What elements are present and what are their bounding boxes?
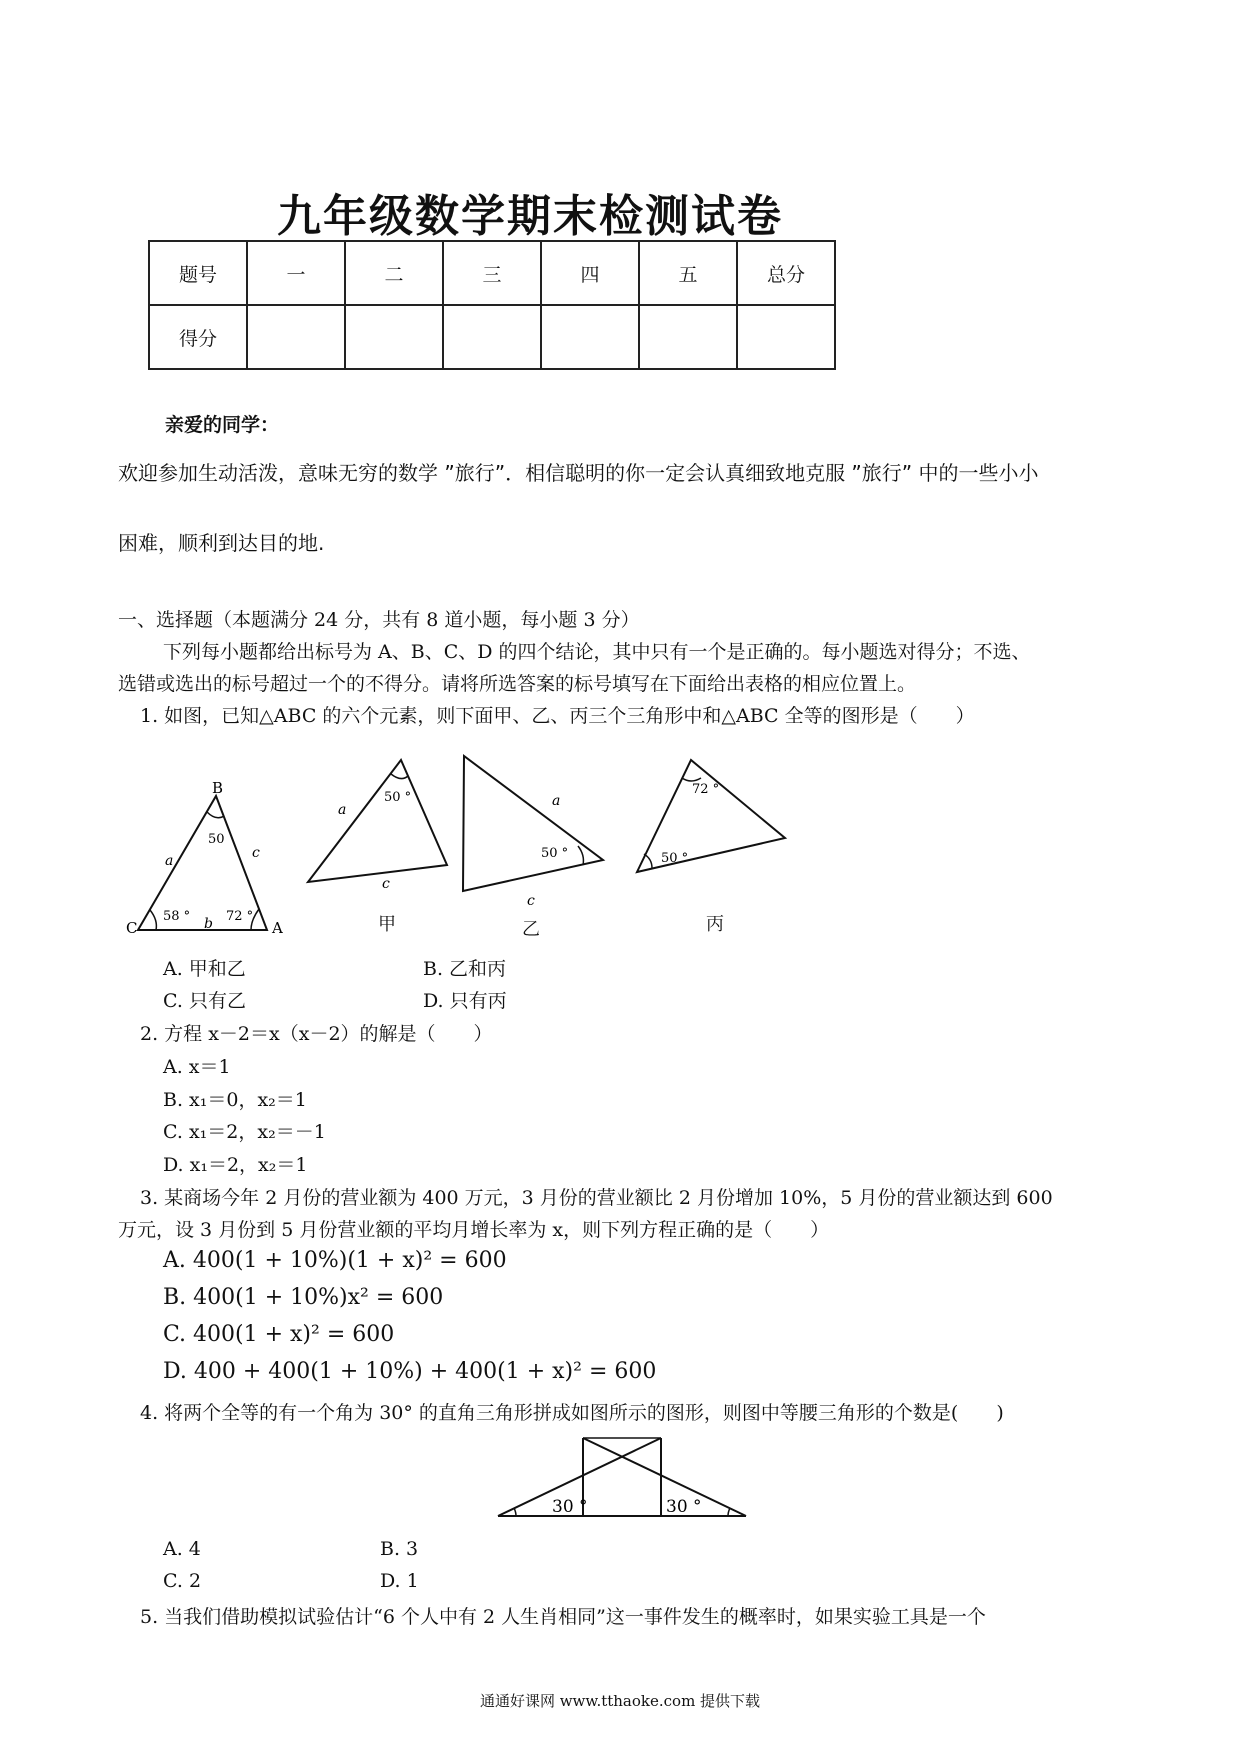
triangle-jia: [308, 760, 447, 892]
score-table: [148, 240, 836, 370]
score-header-cell: 五: [639, 241, 737, 305]
page-footer: 通通好课网 www.tthaoke.com 提供下载: [479, 1692, 761, 1710]
question-4-option-b[interactable]: B. 3: [380, 1538, 419, 1560]
section-heading: 一、选择题（本题满分 24 分，共有 8 道小题，每小题 3 分）: [118, 609, 640, 631]
vertex-c-label: C: [126, 919, 138, 937]
score-cell[interactable]: [541, 305, 639, 369]
score-header-cell: 四: [541, 241, 639, 305]
question-3-option-d[interactable]: D. 400 + 400(1 + 10%) + 400(1 + x)² = 600: [163, 1359, 657, 1384]
yi-side-a-label: a: [552, 793, 561, 809]
score-cell[interactable]: [443, 305, 541, 369]
angle-b-label: 50: [208, 832, 225, 847]
score-row-label: 得分: [149, 305, 247, 369]
question-3-stem-2: 万元，设 3 月份到 5 月份营业额的平均月增长率为 x，则下列方程正确的是（ ）: [118, 1219, 830, 1241]
question-2-option-a[interactable]: A. x＝1: [163, 1056, 231, 1078]
question-1-option-c[interactable]: C. 只有乙: [163, 990, 246, 1012]
bing-angle-top-label: 72 °: [692, 782, 720, 797]
question-4-option-d[interactable]: D. 1: [380, 1570, 419, 1592]
page-title: 九年级数学期末检测试卷: [277, 191, 783, 242]
score-header-cell: 一: [247, 241, 345, 305]
question-3-option-c[interactable]: C. 400(1 + x)² = 600: [163, 1322, 395, 1347]
jia-angle-label: 50 °: [384, 790, 412, 805]
jia-side-c-label: c: [382, 876, 390, 892]
question-3-stem-1: 3. 某商场今年 2 月份的营业额为 400 万元，3 月份的营业额比 2 月份增加 10%，5 月份的营业额达到 600: [140, 1187, 1053, 1209]
question-3-option-a[interactable]: A. 400(1 + 10%)(1 + x)² = 600: [163, 1248, 507, 1273]
figure-label-yi: 乙: [522, 919, 540, 940]
side-b-label: b: [204, 916, 213, 932]
angle-c-label: 58 °: [163, 909, 191, 924]
score-cell[interactable]: [737, 305, 835, 369]
figure-label-jia: 甲: [378, 914, 396, 935]
score-cell[interactable]: [639, 305, 737, 369]
score-cell[interactable]: [247, 305, 345, 369]
yi-side-c-label: c: [527, 893, 535, 909]
question-2-option-b[interactable]: B. x₁＝0，x₂＝1: [163, 1089, 307, 1111]
section-instructions-1: 下列每小题都给出标号为 A、B、C、D 的四个结论，其中只有一个是正确的。每小题选对得分；不选、: [163, 641, 1031, 663]
score-header-cell: 二: [345, 241, 443, 305]
yi-angle-label: 50 °: [541, 846, 569, 861]
question-5-stem: 5. 当我们借助模拟试验估计“6 个人中有 2 人生肖相同”这一事件发生的概率时，如果实验工具是一个: [140, 1606, 986, 1628]
jia-side-a-label: a: [338, 802, 347, 818]
side-a-label: a: [165, 853, 174, 869]
section-instructions-2: 选错或选出的标号超过一个的不得分。请将所选答案的标号填写在下面给出表格的相应位置上。: [118, 673, 917, 695]
question-4-option-c[interactable]: C. 2: [163, 1570, 202, 1592]
bing-angle-left-label: 50 °: [661, 851, 689, 866]
score-header-cell: 三: [443, 241, 541, 305]
figure-label-bing: 丙: [706, 914, 724, 935]
question-3-option-b[interactable]: B. 400(1 + 10%)x² = 600: [163, 1285, 444, 1310]
triangle-bing: [637, 760, 785, 872]
question-1-option-a[interactable]: A. 甲和乙: [163, 958, 246, 980]
score-cell[interactable]: [345, 305, 443, 369]
question-2-option-c[interactable]: C. x₁＝2，x₂＝－1: [163, 1121, 326, 1143]
intro-line-1: 欢迎参加生动活泼，意味无穷的数学 ”旅行”．相信聪明的你一定会认真细致地克服 ”旅行” 中的一些小小: [118, 461, 1039, 485]
score-header-cell: 总分: [737, 241, 835, 305]
triangle-abc: [126, 779, 283, 937]
score-table-score-row: [149, 305, 835, 369]
question-4-figure: [490, 1435, 760, 1525]
q4-angle-left-label: 30 °: [552, 1497, 588, 1517]
triangle-yi: [463, 756, 603, 909]
question-4-option-a[interactable]: A. 4: [163, 1538, 201, 1560]
angle-a-label: 72 °: [226, 909, 254, 924]
question-1-option-b[interactable]: B. 乙和丙: [423, 958, 507, 980]
q4-angle-right-label: 30 °: [666, 1497, 702, 1517]
question-1-stem: 1. 如图，已知△ABC 的六个元素，则下面甲、乙、丙三个三角形中和△ABC 全等的图形是（ ）: [140, 705, 975, 727]
vertex-b-label: B: [212, 779, 224, 797]
side-c-label: c: [252, 845, 260, 861]
intro-line-2: 困难，顺利到达目的地.: [118, 531, 325, 555]
question-2-option-d[interactable]: D. x₁＝2，x₂＝1: [163, 1154, 308, 1176]
question-4-stem: 4. 将两个全等的有一个角为 30° 的直角三角形拼成如图所示的图形，则图中等腰三角形的个数是( ): [140, 1402, 1004, 1424]
score-table-header-row: [149, 241, 835, 305]
question-1-option-d[interactable]: D. 只有丙: [423, 990, 507, 1012]
score-header-cell: 题号: [149, 241, 247, 305]
question-2-stem: 2. 方程 x－2＝x（x－2）的解是（ ）: [140, 1023, 493, 1045]
vertex-a-label: A: [272, 919, 283, 937]
greeting: 亲爱的同学：: [165, 414, 280, 436]
